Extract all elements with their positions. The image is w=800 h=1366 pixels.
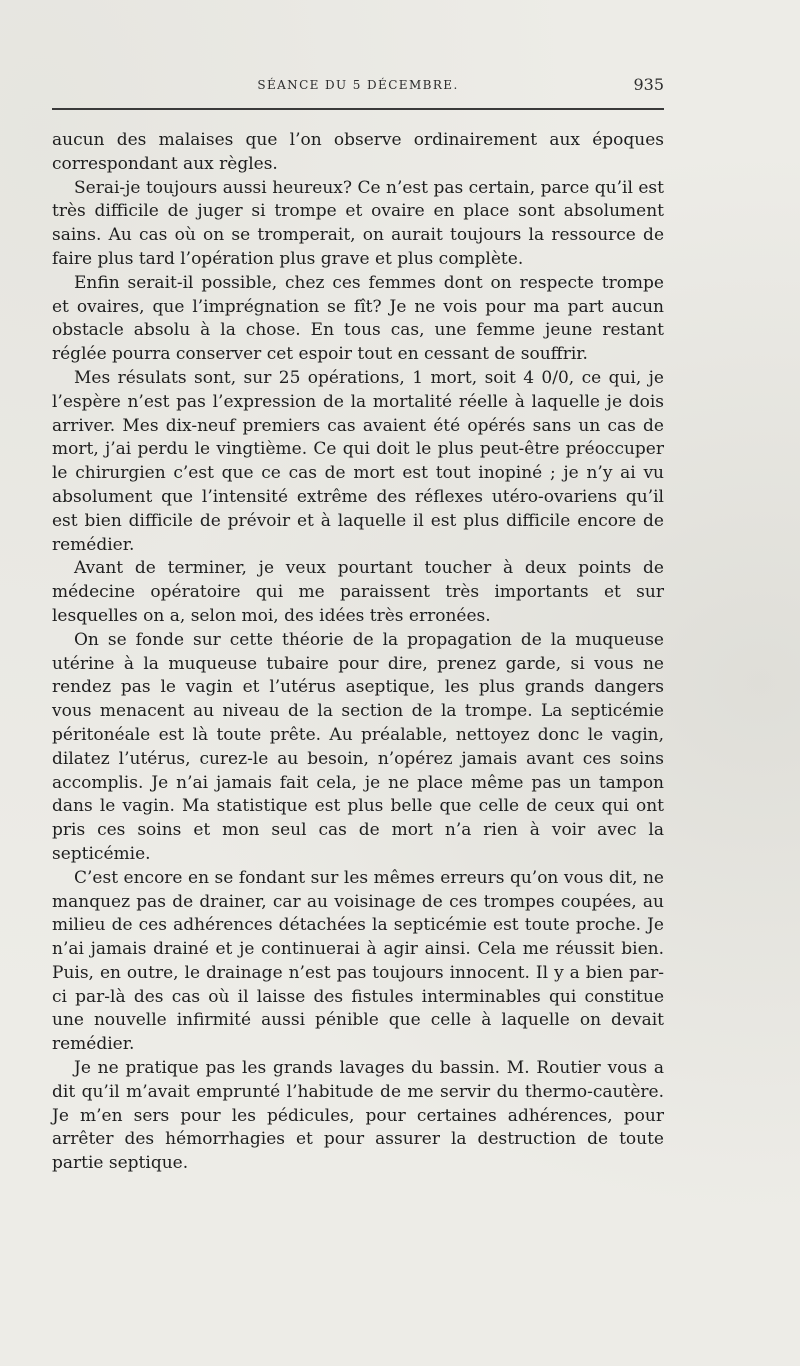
paragraph: Enfin serait-il possible, chez ces femmes dont on respecte trompe et ovaires, que l’imprégnation se fît? Je ne vois pour ma part aucun obstacle absolu à la chose. En tous cas, une femme jeune restant réglée pourra conserver cet espoir tout en cessant de souffrir. (52, 272, 664, 365)
paragraph: C’est encore en se fondant sur les mêmes erreurs qu’on vous dit, ne manquez pas de drainer, car au voisinage de ces trompes coupées, au milieu de ces adhérences détachées la septicémie est toute proche. Je n’ai jamais drainé et je continuerai à agir ainsi. Cela me réussit bien. Puis, en outre, le drainage n’est pas toujours innocent. Il y a bien par-ci par-là des cas où il laisse des fistules interminables qui constitue une nouvelle infirmité aussi pénible que celle à laquelle on devait remédier. (52, 867, 664, 1055)
paragraph: Je ne pratique pas les grands lavages du bassin. M. Routier vous a dit qu’il m’avait emprunté l’habitude de me servir du thermo-cautère. Je m’en sers pour les pédicules, pour certaines adhérences, pour arrêter des hémorrhagies et pour assurer la destruction de toute partie septique. (52, 1058, 664, 1174)
running-head: SÉANCE DU 5 DÉCEMBRE. (257, 78, 459, 92)
page-header (52, 75, 664, 98)
paragraph: aucun des malaises que l’on observe ordinairement aux époques correspondant aux règles. (52, 130, 664, 174)
paragraph: Serai-je toujours aussi heureux? Ce n’est pas certain, parce qu’il est très difficile de juger si trompe et ovaire en place sont absolument sains. Au cas où on se tromperait, on aurait toujours la ressource de faire plus tard l’opération plus grave et plus complète. (52, 177, 664, 269)
paragraph: Avant de terminer, je veux pourtant toucher à deux points de médecine opératoire qui me paraissent très importants et sur lesquelles on a, selon moi, des idées très erronées. (52, 558, 664, 626)
paragraph: Mes résulats sont, sur 25 opérations, 1 mort, soit 4 0/0, ce qui, je l’espère n’est pas l’expression de la mortalité réelle à laquelle je dois arriver. Mes dix-neuf premiers cas avaient été opérés sans un cas de mort, j’ai perdu le vingtième. Ce qui doit le plus peut-être préoccuper le chirurgien c’est que ce cas de mort est tout inopiné ; je n’y ai vu absolument que l’intensité extrême des réflexes utéro-ovariens qu’il est bien difficile de prévoir et à laquelle il est plus difficile encore de remédier. (52, 367, 664, 555)
header-rule (52, 108, 664, 110)
paragraph: On se fonde sur cette théorie de la propagation de la muqueuse utérine à la muqueuse tubaire pour dire, prenez garde, si vous ne rendez pas le vagin et l’utérus aseptique, les plus grands dangers vous menacent au niveau de la section de la trompe. La septicémie péritonéale est là toute prête. Au préalable, nettoyez donc le vagin, dilatez l’utérus, curez-le au besoin, n’opérez jamais avant ces soins accomplis. Je n’ai jamais fait cela, je ne place même pas un tampon dans le vagin. Ma statistique est plus belle que celle de ceux qui ont pris ces soins et mon seul cas de mort n’a rien à voir avec la septicémie. (52, 629, 664, 864)
body-text (52, 129, 664, 1176)
page-number: 935 (633, 75, 664, 94)
